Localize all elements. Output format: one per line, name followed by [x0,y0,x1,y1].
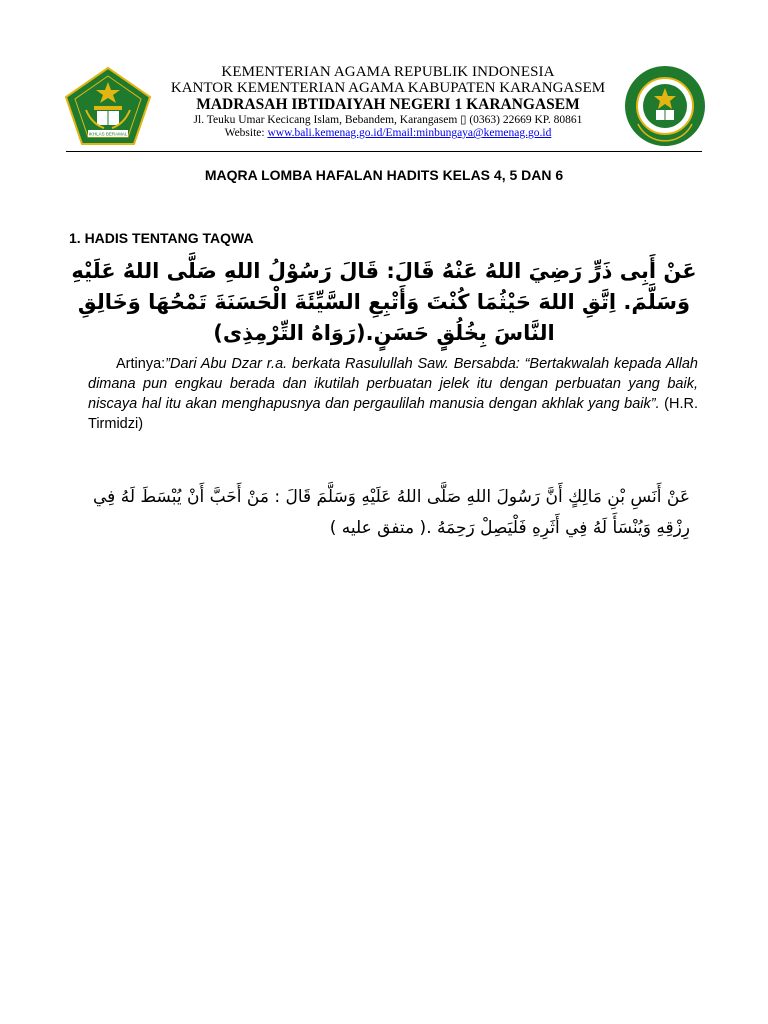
min-karangasem-badge-logo [622,64,708,148]
letterhead [150,64,626,140]
website-label: Website: [224,127,268,139]
section-title: 1. HADIS TENTANG TAQWA [69,230,254,246]
letterhead-divider [66,151,702,152]
translation-source: (H.R. Tirmidzi) [88,396,699,432]
school-address: Jl. Teuku Umar Kecicang Islam, Bebandem, Karangasem ▯ (0363) 22669 KP. 80861 [193,114,583,126]
document-title: MAQRA LOMBA HAFALAN HADITS KELAS 4, 5 DAN 6 [204,167,564,183]
kemenag-emblem-logo [64,66,152,146]
website-link[interactable]: www.bali.kemenag.go.id/Email:minbungaya@kemenag.go.id [267,127,552,139]
ministry-name: KEMENTERIAN AGAMA REPUBLIK INDONESIA [221,64,555,80]
translation-text: ”Dari Abu Dzar r.a. berkata Rasulullah Saw. Bersabda: “Bertakwalah kepada Allah dimana pun engkau berada dan ikutilah perbuatan jelek itu dengan perbuatan yang baik, niscaya hal itu akan menghapusnya dan pergaulilah manusia dengan akhlak yang baik”. [88,356,698,412]
website-line [150,127,626,140]
emblem-caption: IKHLAS BERAMAL [88,131,128,137]
hadith-taqwa-arabic: عَنْ أَبِى ذَرٍّ رَضِيَ اللهُ عَنْهُ قَالَ: قَالَ رَسُوْلُ اللهِ صَلَّى اللهُ عَلَيْهِ وَسَلَّمَ. اِتَّقِ اللهَ حَيْثُمَا كُنْتَ وَأَتْبِعِ السَّيِّئَةَ الْحَسَنَةَ تَمْحُهَا وَخَالِقِ النَّاسَ بِخُلُقٍ حَسَنٍ.(رَوَاهُ التِّرْمِذِى) [71,259,697,345]
office-name: KANTOR KEMENTERIAN AGAMA KABUPATEN KARANGASEM [170,80,606,96]
hadith-translation [88,354,698,434]
hadith-silaturahmi-arabic: عَنْ أَنَسِ بْنِ مَالِكٍ أَنَّ رَسُولَ اللهِ صَلَّى اللهُ عَلَيْهِ وَسَلَّمَ قَالَ : مَنْ أَحَبَّ أَنْ يُبْسَطَ لَهُ فِي رِزْقِهِ وَيُنْسَأَ لَهُ فِي أَثَرِهِ فَلْيَصِلْ رَحِمَهُ .( متفق عليه ) [93,487,690,538]
translation-label: Artinya: [116,356,166,372]
school-name: MADRASAH IBTIDAIYAH NEGERI 1 KARANGASEM [196,96,580,113]
